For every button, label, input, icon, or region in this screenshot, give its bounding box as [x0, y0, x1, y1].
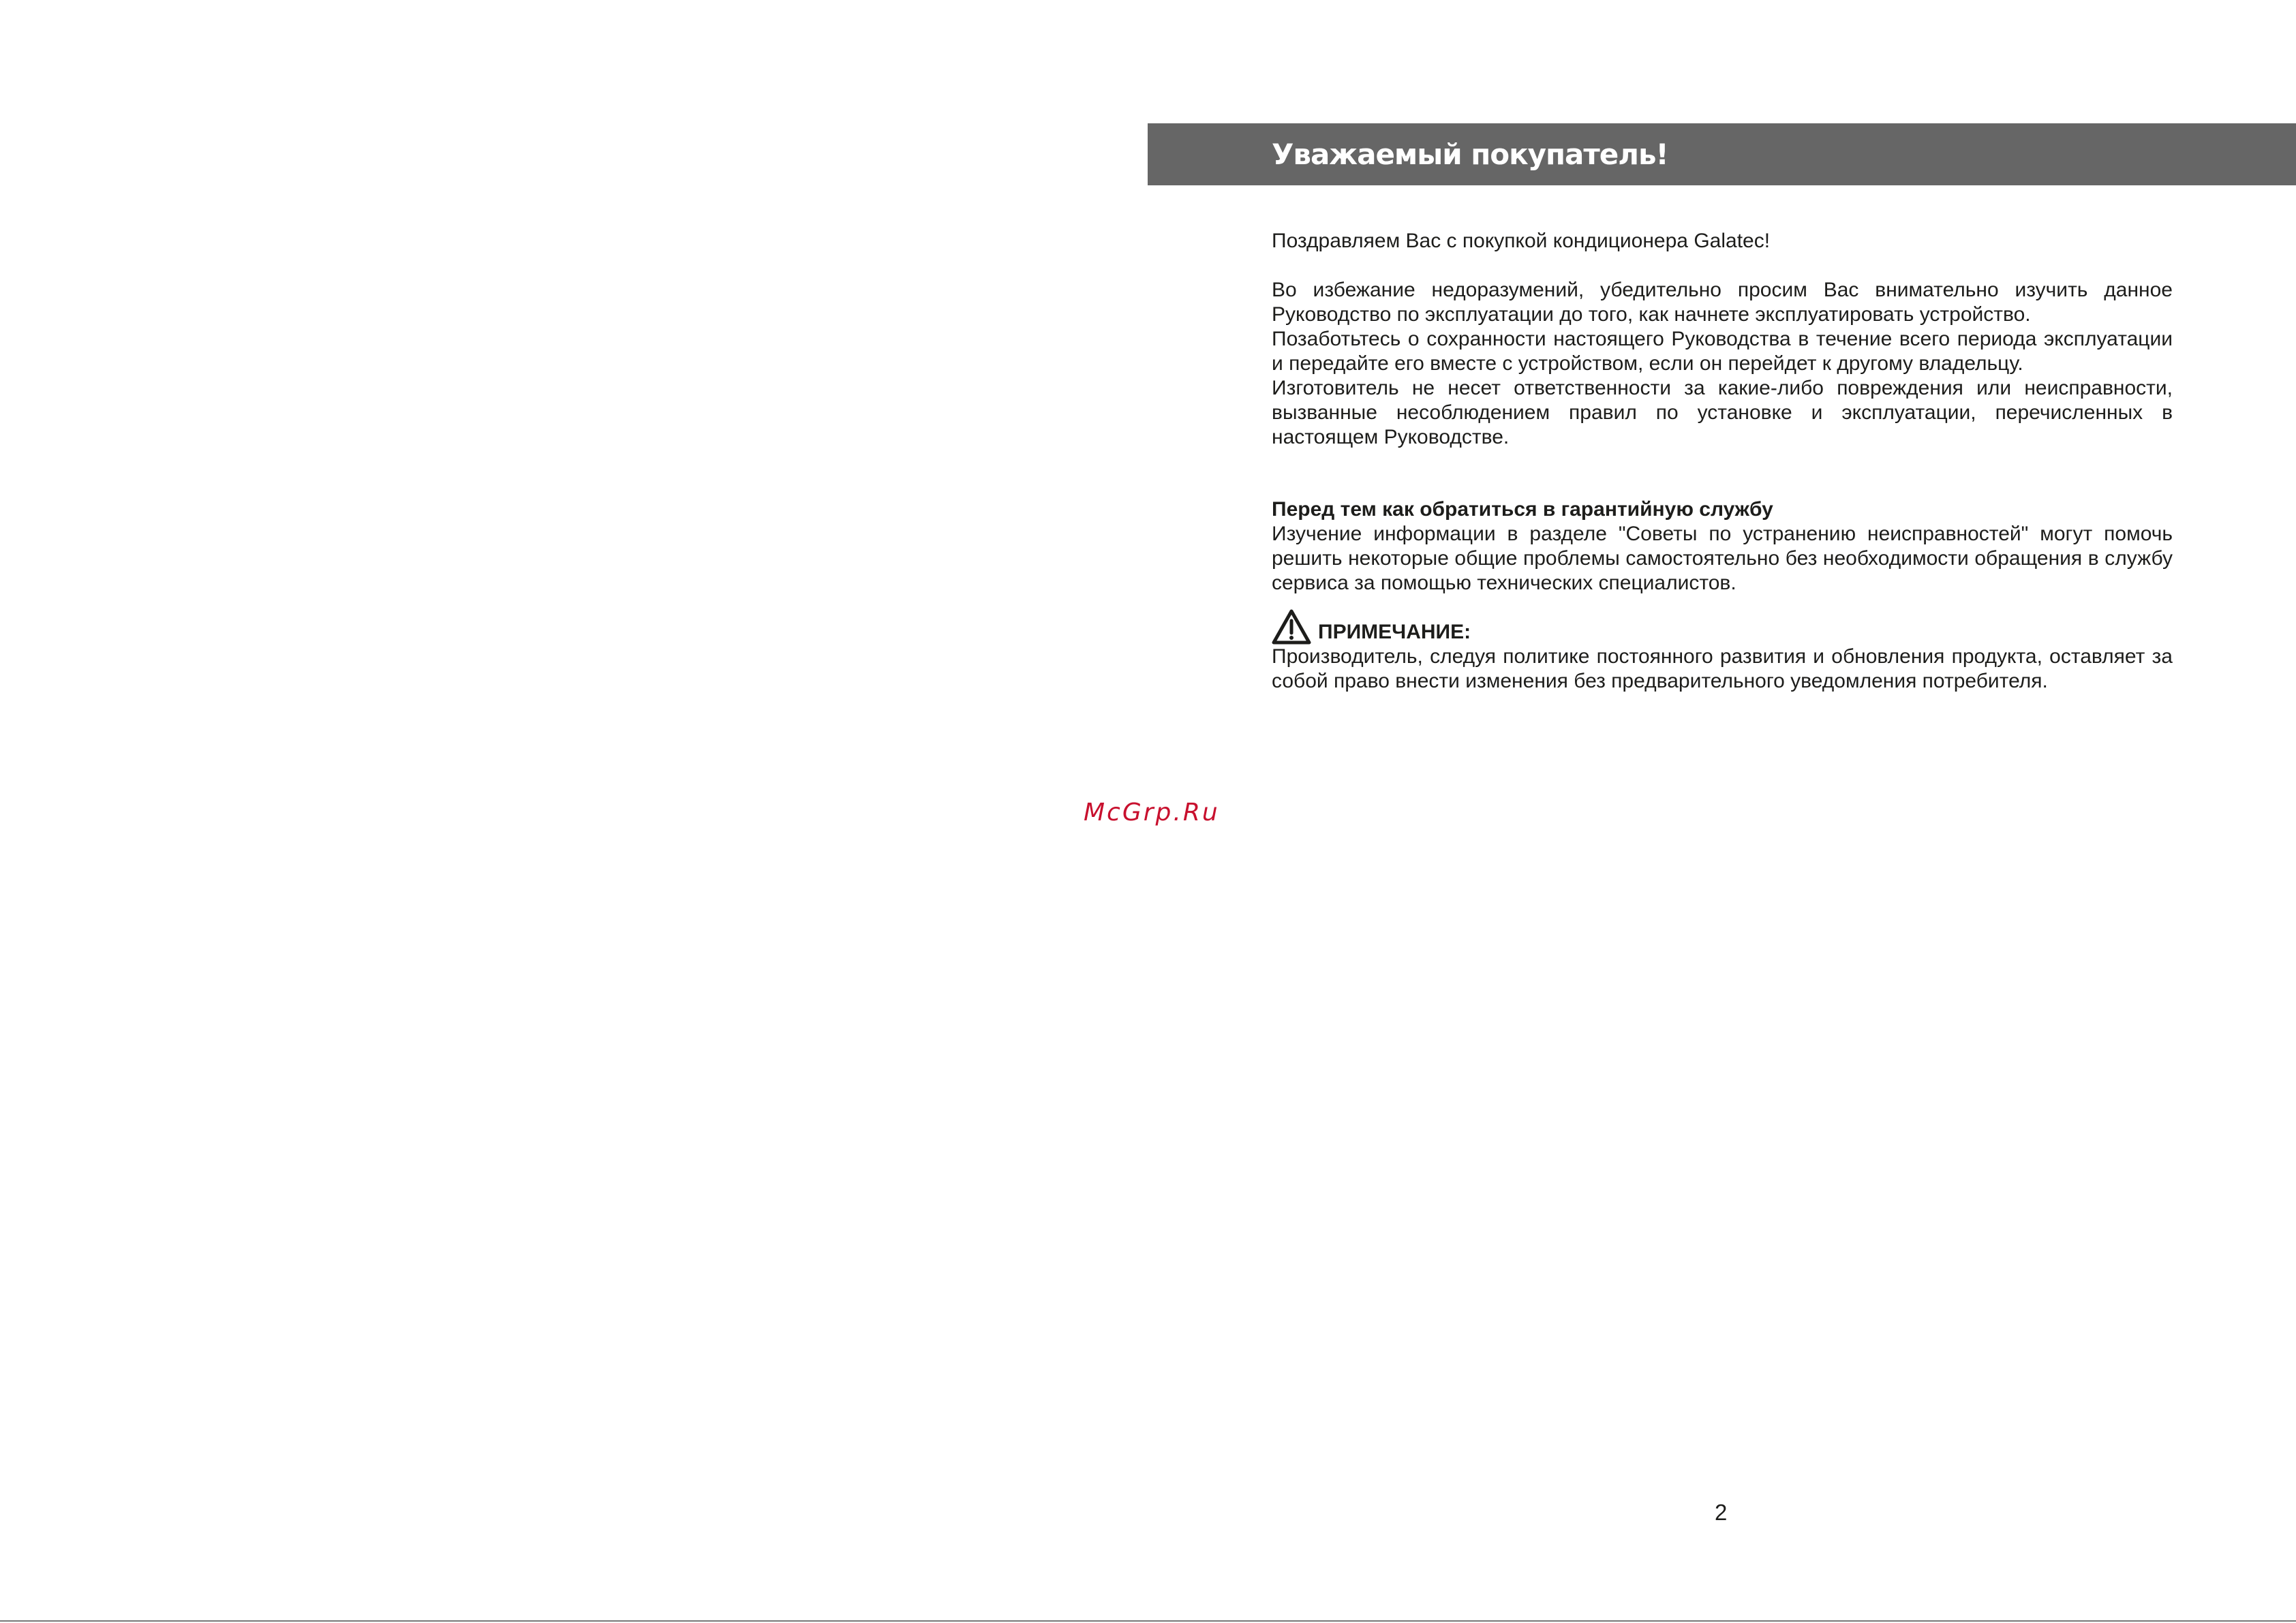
note-label: ПРИМЕЧАНИЕ:	[1318, 621, 1471, 643]
intro-paragraph-3: Изготовитель не несет ответственности за какие-либо повреждения или неисправности, вызванные несоблюдением правил по установке и эксплуатации, перечисленных в настоящем Руководстве.	[1272, 377, 2173, 448]
intro-paragraph-1: Во избежание недоразумений, убедительно просим Вас внимательно изучить данное Руководство по эксплуатации до того, как начнете эксплуатировать устройство.	[1272, 279, 2173, 326]
bottom-divider	[0, 1620, 2296, 1622]
intro-paragraph-2: Позаботьтесь о сохранности настоящего Руководства в течение всего периода эксплуатации и передайте его вместе с устройством, если он перейдет к другому владельцу.	[1272, 328, 2173, 375]
greeting-text: Поздравляем Вас с покупкой кондиционера Galatec!	[1272, 230, 1771, 252]
warranty-text: Изучение информации в разделе "Советы по устранению неисправностей" могут помочь решить некоторые общие проблемы самостоятельно без необходимости обращения в службу сервиса за помощью технических специалистов.	[1272, 523, 2173, 594]
watermark-text: McGrp.Ru	[1084, 799, 1220, 826]
content-area	[1272, 229, 2173, 694]
section-spacer	[1272, 450, 2173, 497]
note-text: Производитель, следуя политике постоянного развития и обновления продукта, оставляет за собой право внести изменения без предварительного уведомления потребителя.	[1272, 645, 2173, 692]
title-bar	[1148, 123, 2296, 185]
page-number: 2	[1715, 1500, 1728, 1525]
page-title: Уважаемый покупатель!	[1272, 138, 1668, 171]
note-header	[1272, 608, 2173, 645]
warning-triangle-icon	[1272, 609, 1311, 645]
warranty-heading: Перед тем как обратиться в гарантийную службу	[1272, 498, 1773, 521]
